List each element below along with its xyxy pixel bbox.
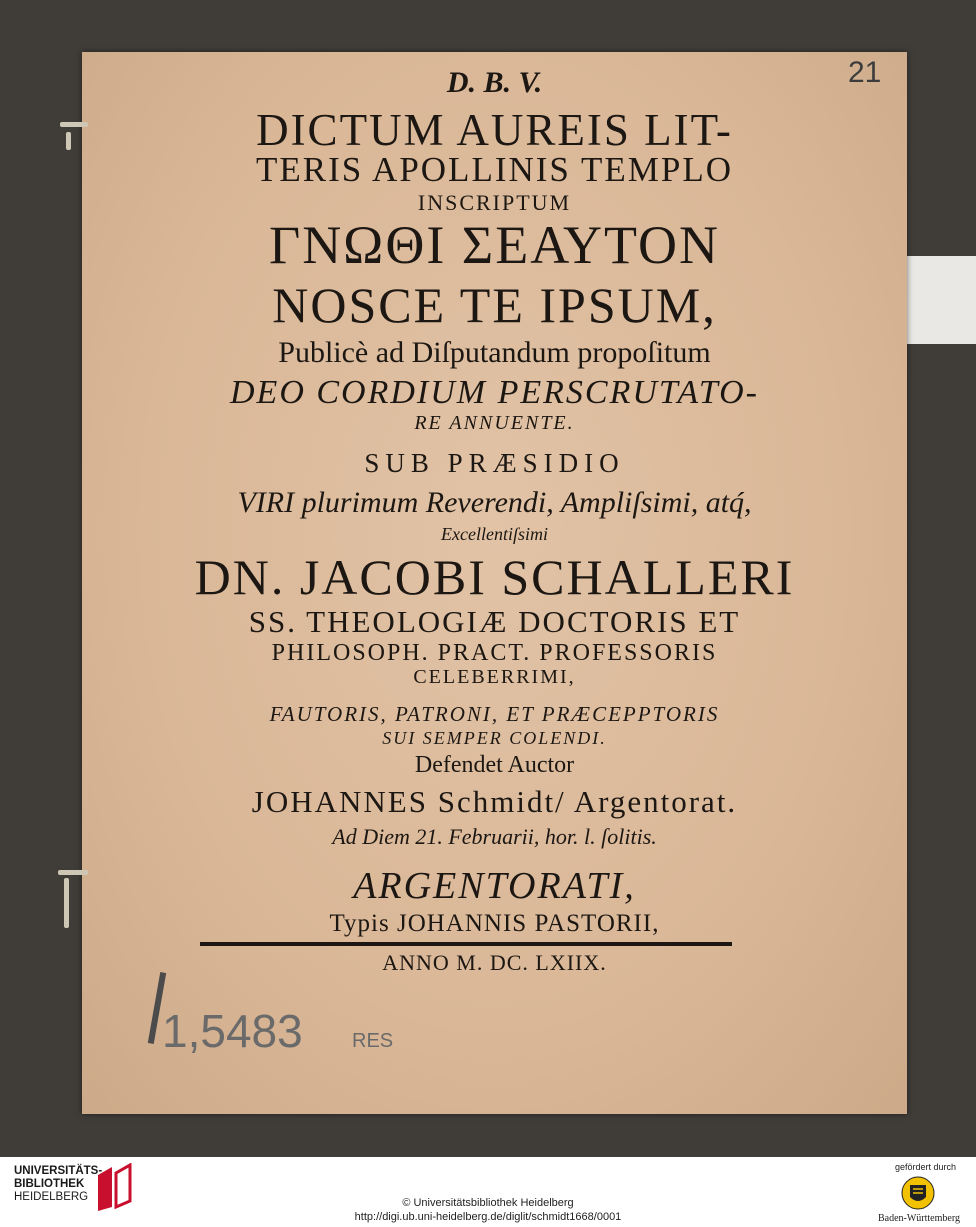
latin-title: NOSCE TE IPSUM, xyxy=(272,277,717,333)
year-line: ANNO M. DC. LXIIX. xyxy=(382,950,607,975)
heading-dbv: D. B. V. xyxy=(446,66,543,99)
coat-of-arms-icon xyxy=(900,1175,936,1211)
binding-thread xyxy=(64,878,69,928)
place-line: ARGENTORATI, xyxy=(353,865,636,907)
library-name-line-1: UNIVERSITÄTS- xyxy=(14,1165,103,1177)
title-line-3: INSCRIPTUM xyxy=(417,190,572,215)
title-page xyxy=(82,52,907,1114)
colendi-line: SUI SEMPER COLENDI. xyxy=(382,728,607,748)
source-url-link[interactable]: http://digi.ub.uni-heidelberg.de/diglit/schmidt1668/0001 xyxy=(354,1211,622,1223)
library-name-line-3: HEIDELBERG xyxy=(14,1191,89,1203)
respondent-line: JOHANNES Schmidt/ Argentorat. xyxy=(251,784,738,819)
praeses-title-1: SS. THEOLOGIÆ DOCTORIS ET xyxy=(248,604,741,639)
sponsor-label: gefördert durch xyxy=(894,1162,956,1172)
date-line: Ad Diem 21. Februarii, hor. l. ſolitis. xyxy=(332,824,657,849)
praeses-title-3: CELEBERRIMI, xyxy=(413,666,576,688)
shelfmark: 1,5483 xyxy=(162,1005,303,1057)
deo-line-2: RE ANNUENTE. xyxy=(414,412,575,434)
binding-thread xyxy=(66,132,71,150)
divider-rule xyxy=(200,942,732,946)
library-name-line-2: BIBLIOTHEK xyxy=(14,1178,85,1190)
title-line-1: DICTUM AUREIS LIT- xyxy=(256,105,733,155)
fautoris-line: FAUTORIS, PATRONI, ET PRÆCEPPTORIS xyxy=(269,702,720,726)
page-number: 21 xyxy=(848,56,882,89)
praesidio-line: SUB PRÆSIDIO xyxy=(364,448,625,478)
greek-title: ΓΝΩΘΙ ΣΕΑΥΤΟΝ xyxy=(268,215,721,275)
copyright-text: © Universitätsbibliothek Heidelberg xyxy=(402,1197,574,1209)
printer-line: Typis JOHANNIS PASTORII, xyxy=(329,910,660,937)
praeses-title-2: PHILOSOPH. PRACT. PROFESSORIS xyxy=(271,640,718,666)
praeses-name: DN. JACOBI SCHALLERI xyxy=(194,549,795,605)
deo-line-1: DEO CORDIUM PERSCRUTATO- xyxy=(230,374,759,411)
footer-bar xyxy=(0,1157,976,1227)
defendet-line: Defendet Auctor xyxy=(414,752,575,778)
sponsor-name: Baden-Württemberg xyxy=(877,1213,960,1224)
viri-line: VIRI plurimum Reverendi, Ampliſsimi, atq́, xyxy=(237,486,752,519)
subtitle-line: Publicè ad Diſputandum propoſitum xyxy=(278,336,711,369)
title-line-2: TERIS APOLLINIS TEMPLO xyxy=(256,150,733,189)
excellentissimi-line: Excellentiſsimi xyxy=(441,524,548,544)
shelfmark-suffix: RES xyxy=(352,1030,394,1052)
